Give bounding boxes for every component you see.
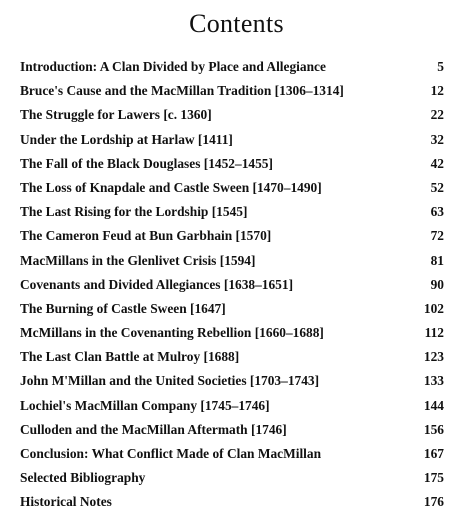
toc-entry-page-number: 52: [430, 179, 444, 195]
toc-entry-title: The Fall of the Black Douglases [1452–1455]: [20, 155, 273, 171]
toc-entry-page-number: 144: [423, 397, 444, 413]
toc-entry-page-number: 12: [430, 83, 444, 99]
toc-entry-page-number: 72: [430, 228, 444, 244]
toc-entry-title: The Burning of Castle Sween [1647]: [20, 300, 226, 316]
toc-entry[interactable]: [20, 442, 444, 466]
toc-entry-page-number: 112: [424, 325, 444, 341]
toc-entry-page-number: 32: [430, 131, 444, 147]
toc-entry[interactable]: [20, 128, 444, 152]
toc-entry[interactable]: [20, 418, 444, 442]
toc-entry-page-number: 22: [430, 107, 444, 123]
toc-entry-page-number: 167: [423, 446, 444, 461]
toc-entry-title: Conclusion: What Conflict Made of Clan MacMillan: [20, 446, 322, 461]
toc-entry[interactable]: [20, 224, 444, 248]
toc-entry[interactable]: [20, 103, 444, 127]
toc-entry[interactable]: [20, 297, 444, 321]
toc-entry-title: John M'Millan and the United Societies [1703–1743]: [20, 373, 320, 389]
toc-entry-page-number: 123: [423, 349, 444, 365]
toc-entry-title: The Cameron Feud at Bun Garbhain [1570]: [20, 228, 272, 244]
toc-entry-title: McMillans in the Covenanting Rebellion [1660–1688]: [20, 325, 324, 341]
toc-entry[interactable]: [20, 490, 444, 514]
toc-entry-title: Under the Lordship at Harlaw [1411]: [20, 131, 233, 147]
page-title: Contents: [189, 9, 284, 38]
toc-entry[interactable]: [20, 200, 444, 224]
toc-entry-page-number: 90: [430, 276, 444, 292]
toc-entry[interactable]: [20, 55, 444, 79]
toc-entry-title: MacMillans in the Glenlivet Crisis [1594]: [20, 252, 256, 268]
toc-entry[interactable]: [20, 394, 444, 418]
toc-entry[interactable]: [20, 176, 444, 200]
toc-entry[interactable]: [20, 345, 444, 369]
toc-entry-title: The Struggle for Lawers [c. 1360]: [20, 107, 212, 123]
toc-entry-title: Selected Bibliography: [20, 470, 146, 486]
toc-entry[interactable]: [20, 321, 444, 345]
toc-entry[interactable]: [20, 369, 444, 393]
toc-entry-title: Historical Notes: [20, 494, 112, 510]
toc-entry-title: The Last Clan Battle at Mulroy [1688]: [20, 349, 240, 365]
toc-entry-page-number: 176: [423, 494, 444, 510]
toc-entry[interactable]: [20, 273, 444, 297]
toc-entry-page-number: 63: [430, 204, 444, 220]
toc-entry-title: Covenants and Divided Allegiances [1638–1651]: [20, 276, 294, 292]
toc-entry-title: Lochiel's MacMillan Company [1745–1746]: [20, 397, 270, 413]
toc-entry[interactable]: [20, 249, 444, 273]
toc-entry[interactable]: [20, 152, 444, 176]
toc-entry-page-number: 102: [423, 300, 444, 316]
toc-entry-page-number: 81: [430, 252, 444, 268]
toc-entry-page-number: 175: [423, 470, 444, 486]
toc-entry-title: Culloden and the MacMillan Aftermath [1746]: [20, 421, 287, 437]
toc-entry-title: Bruce's Cause and the MacMillan Tradition [1306–1314]: [20, 83, 344, 99]
toc-entry-title: The Last Rising for the Lordship [1545]: [20, 204, 248, 220]
toc-entry-page-number: 133: [423, 373, 444, 389]
toc-entry-page-number: 5: [437, 59, 444, 74]
toc-entry-title: Introduction: A Clan Divided by Place and Allegiance: [20, 59, 326, 74]
toc-entry-title: The Loss of Knapdale and Castle Sween [1470–1490]: [20, 179, 322, 195]
toc-entry-page-number: 156: [423, 421, 444, 437]
toc-list: [20, 55, 444, 515]
toc-entry-page-number: 42: [430, 155, 444, 171]
toc-entry[interactable]: [20, 466, 444, 490]
toc-entry[interactable]: [20, 79, 444, 103]
